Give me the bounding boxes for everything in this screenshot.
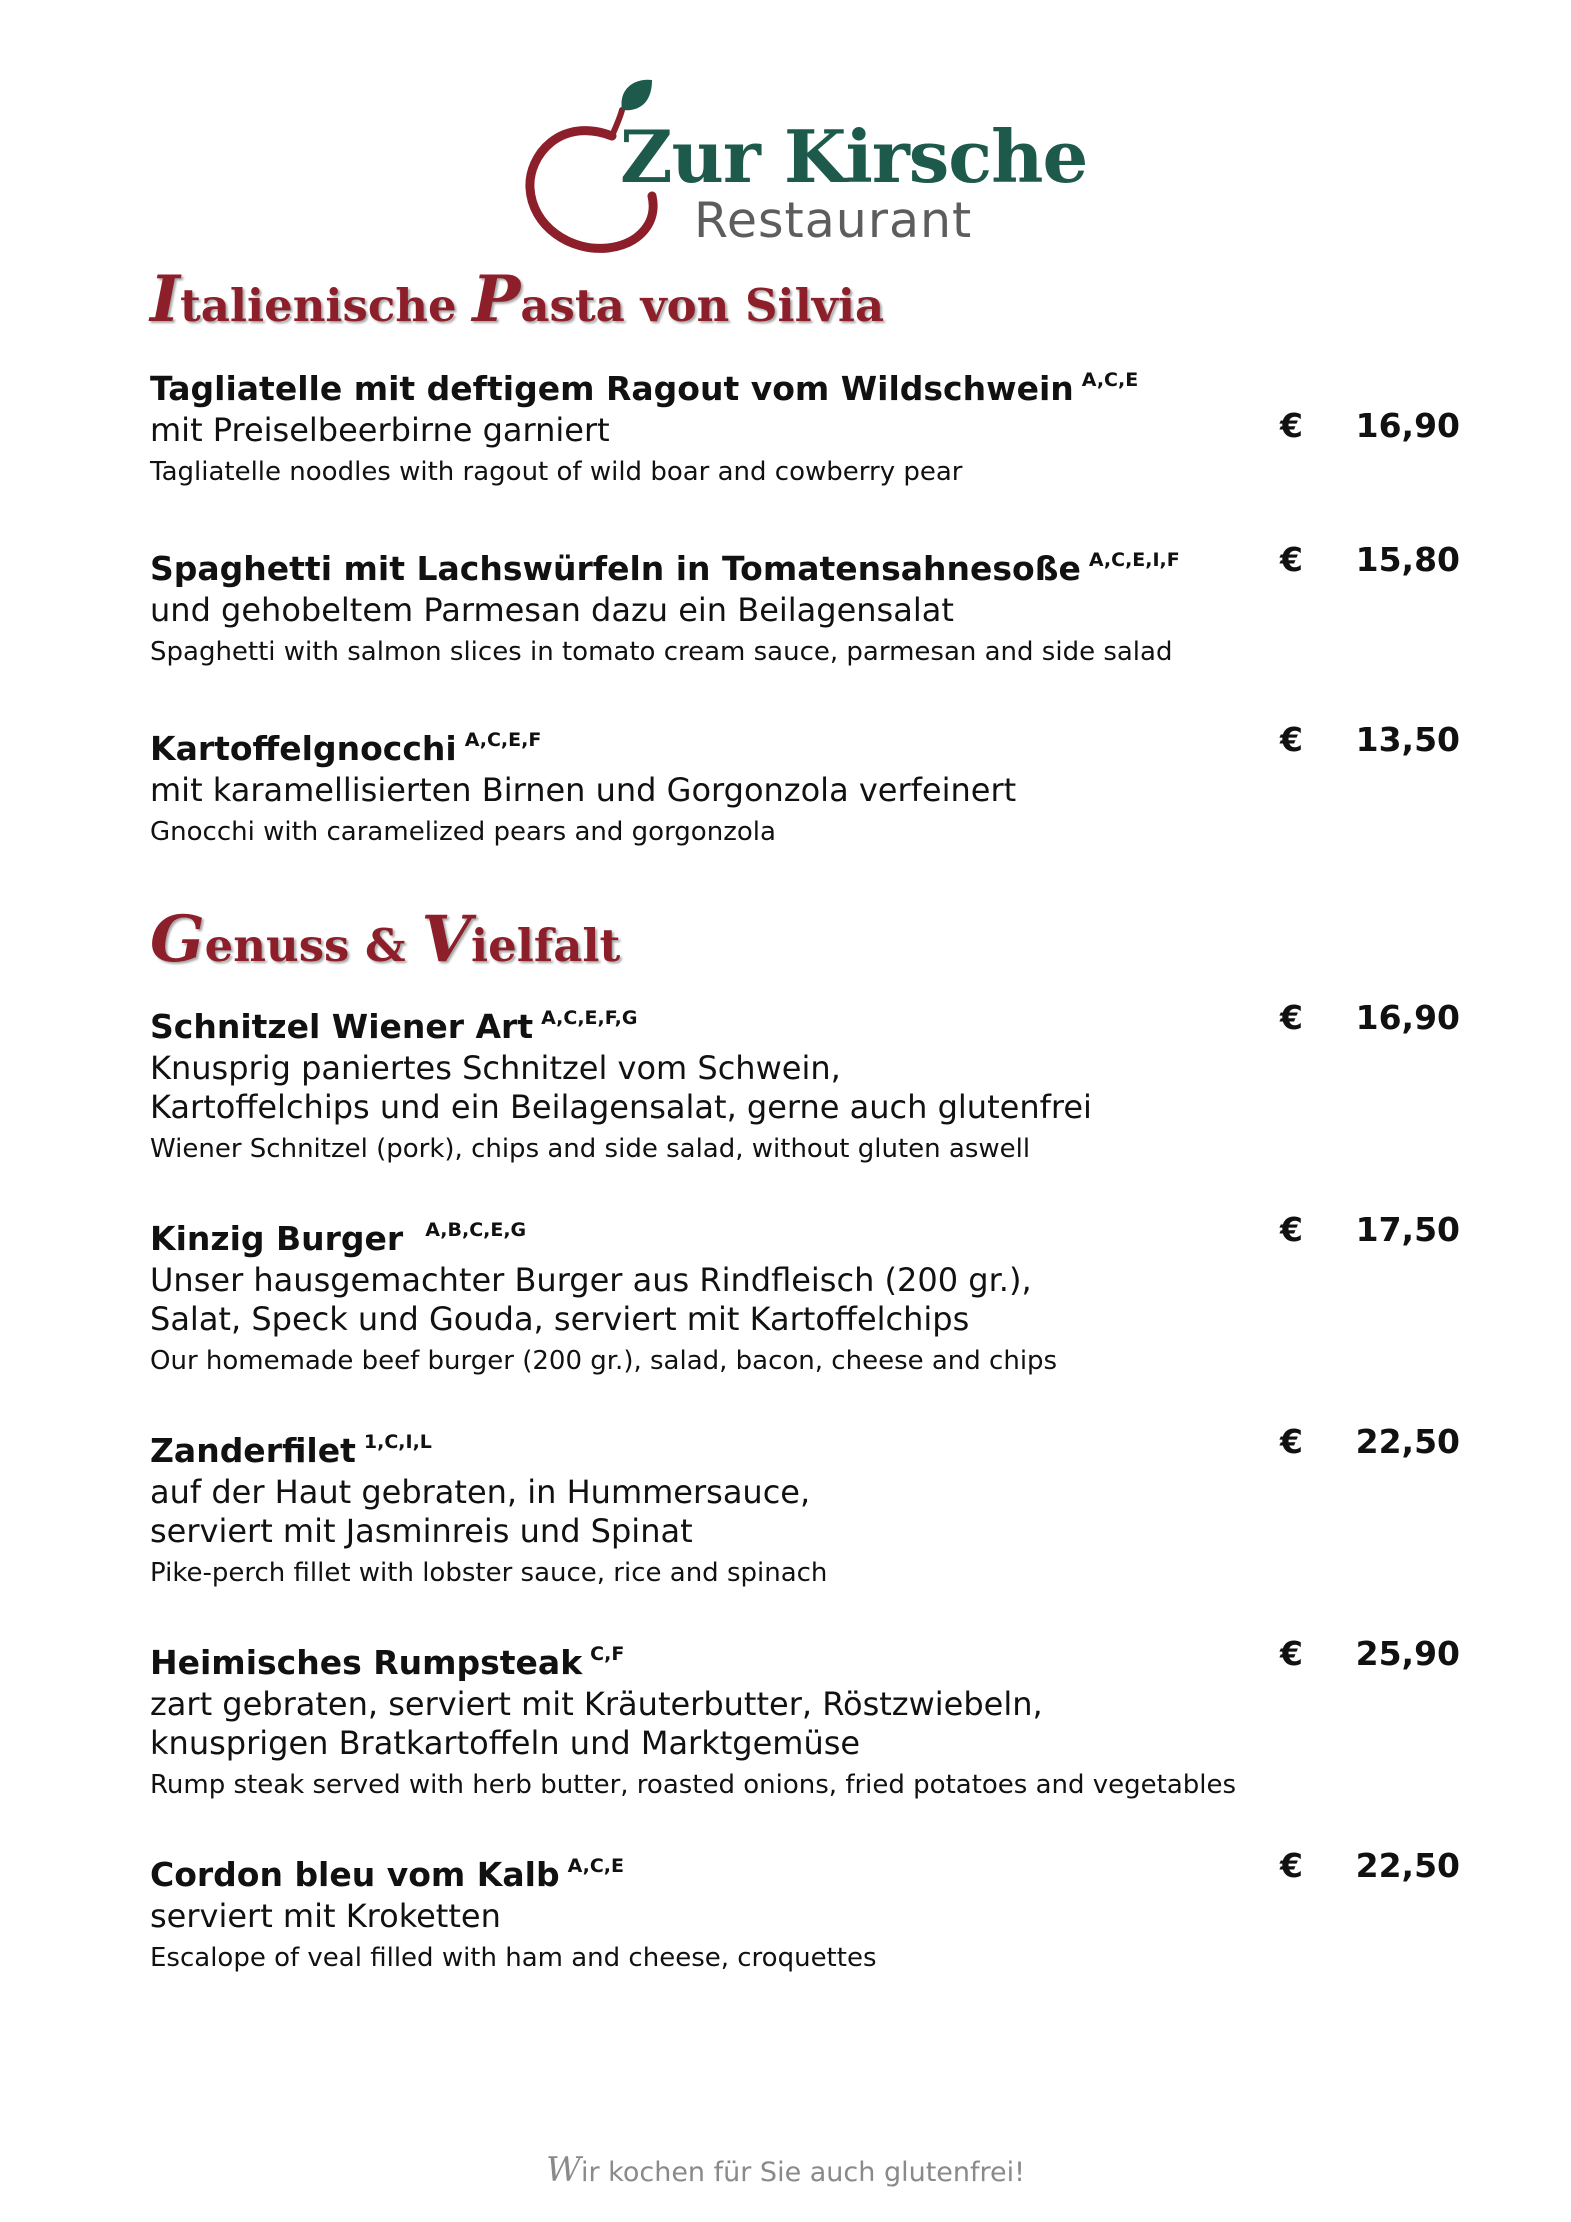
item-price: € 13,50 <box>1280 720 1460 759</box>
item-description-en: Gnocchi with caramelized pears and gorgonzola <box>150 817 776 847</box>
item-description-de: und gehobeltem Parmesan dazu ein Beilagensalat <box>150 591 954 629</box>
item-price: € 22,50 <box>1280 1846 1460 1885</box>
item-price: € 16,90 <box>1280 406 1460 445</box>
menu-item-rumpsteak <box>150 1632 1460 1803</box>
item-description-en: Pike-perch fillet with lobster sauce, rice and spinach <box>150 1558 828 1588</box>
title-initial: P <box>472 262 521 337</box>
item-description-en: Escalope of veal filled with ham and cheese, croquettes <box>150 1943 877 1973</box>
allergen-codes: A,C,E <box>1081 369 1139 391</box>
item-description-de: zart gebraten, serviert mit Kräuterbutter, Röstzwiebeln, <box>150 1685 1043 1723</box>
allergen-codes: A,B,C,E,G <box>425 1219 527 1241</box>
title-initial: G <box>150 902 205 977</box>
allergen-codes: 1,C,I,L <box>363 1431 432 1453</box>
title-text: asta von Silvia <box>520 279 885 332</box>
item-description-de: Unser hausgemachter Burger aus Rindfleisch (200 gr.), <box>150 1261 1032 1299</box>
footer-initial: W <box>546 2150 581 2190</box>
item-description-de: Knusprig paniertes Schnitzel vom Schwein, <box>150 1049 841 1087</box>
allergen-codes: A,C,E,I,F <box>1088 549 1180 571</box>
menu-item-spaghetti <box>150 538 1460 670</box>
item-name: Cordon bleu vom Kalb $^{A,C,E}$ <box>150 1855 624 1894</box>
item-name: Kinzig Burger $^{A,B,C,E,G}$ <box>150 1219 527 1258</box>
footer-text: ir kochen für Sie auch glutenfrei! <box>580 2157 1025 2188</box>
item-description-de: knusprigen Bratkartoffeln und Marktgemüse <box>150 1724 861 1762</box>
logo-name: Zur Kirsche <box>620 114 1088 199</box>
item-name: Kartoffelgnocchi $^{A,C,E,F}$ <box>150 729 542 768</box>
item-price: € 15,80 <box>1280 540 1460 579</box>
item-price: € 22,50 <box>1280 1422 1460 1461</box>
item-description-en: Wiener Schnitzel (pork), chips and side salad, without gluten aswell <box>150 1134 1031 1164</box>
allergen-codes: A,C,E,F <box>464 729 542 751</box>
section-title-pasta <box>150 262 884 337</box>
menu-item-schnitzel <box>150 996 1460 1167</box>
menu-item-cordon-bleu <box>150 1844 1460 1976</box>
menu-item-gnocchi <box>150 718 1460 850</box>
item-description-de: auf der Haut gebraten, in Hummersauce, <box>150 1473 811 1511</box>
item-description-de: Kartoffelchips und ein Beilagensalat, gerne auch glutenfrei <box>150 1088 1092 1126</box>
item-description-en: Rump steak served with herb butter, roasted onions, fried potatoes and vegetables <box>150 1770 1237 1800</box>
item-description-en: Spaghetti with salmon slices in tomato cream sauce, parmesan and side salad <box>150 637 1173 667</box>
item-price: € 25,90 <box>1280 1634 1460 1673</box>
title-initial: V <box>421 902 472 977</box>
item-description-de: Salat, Speck und Gouda, serviert mit Kartoffelchips <box>150 1300 970 1338</box>
item-description-de: serviert mit Jasminreis und Spinat <box>150 1512 693 1550</box>
restaurant-logo <box>520 76 1088 256</box>
section-title-genuss <box>150 902 620 977</box>
item-price: € 17,50 <box>1280 1210 1460 1249</box>
title-initial: I <box>150 262 180 337</box>
logo-subtitle: Restaurant <box>694 192 973 249</box>
item-description-de: serviert mit Kroketten <box>150 1897 501 1935</box>
item-name: Zanderfilet $^{1,C,I,L}$ <box>150 1431 432 1470</box>
item-description-en: Tagliatelle noodles with ragout of wild boar and cowberry pear <box>150 457 963 487</box>
item-name: Spaghetti mit Lachswürfeln in Tomatensahnesoße $^{A,C,E,I,F}$ <box>150 549 1180 588</box>
menu-item-zanderfilet <box>150 1420 1460 1591</box>
item-description-en: Our homemade beef burger (200 gr.), salad, bacon, cheese and chips <box>150 1346 1058 1376</box>
item-name: Schnitzel Wiener Art $^{A,C,E,F,G}$ <box>150 1007 638 1046</box>
title-text: ielfalt <box>471 919 621 972</box>
allergen-codes: C,F <box>590 1643 625 1665</box>
allergen-codes: A,C,E <box>567 1855 624 1877</box>
item-description-de: mit Preiselbeerbirne garniert <box>150 411 610 449</box>
menu-item-burger <box>150 1208 1460 1379</box>
item-name: Heimisches Rumpsteak $^{C,F}$ <box>150 1643 625 1682</box>
item-price: € 16,90 <box>1280 998 1460 1037</box>
menu-item-tagliatelle <box>150 358 1460 490</box>
footer-gluten-free-note <box>0 2150 1571 2190</box>
title-text: enuss & <box>204 919 422 972</box>
allergen-codes: A,C,E,F,G <box>541 1007 638 1029</box>
item-description-de: mit karamellisierten Birnen und Gorgonzola verfeinert <box>150 771 1017 809</box>
title-text: talienische <box>179 279 473 332</box>
item-name: Tagliatelle mit deftigem Ragout vom Wildschwein $^{A,C,E}$ <box>150 369 1139 408</box>
